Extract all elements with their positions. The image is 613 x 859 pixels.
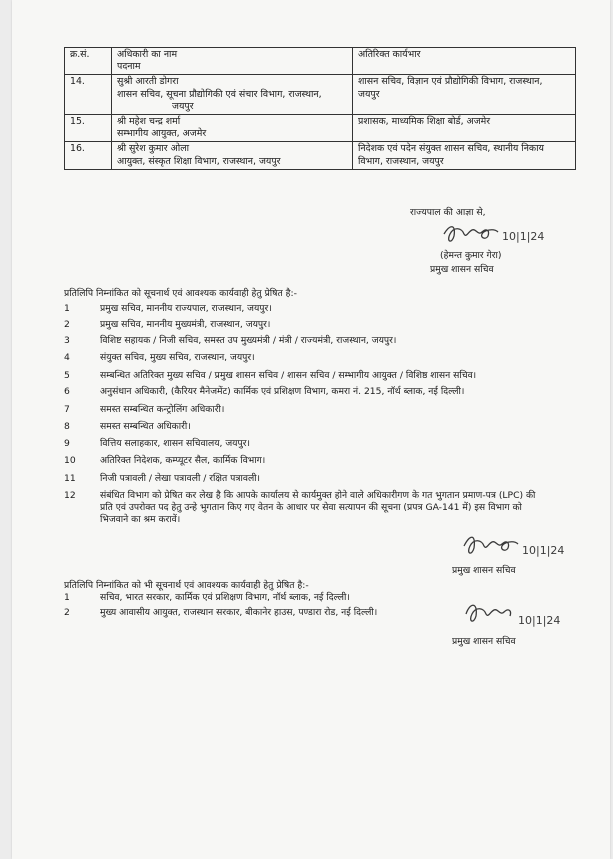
list-item (64, 421, 584, 433)
copy1-designation: प्रमुख शासन सचिव (452, 565, 516, 576)
item-number: 5 (64, 370, 70, 381)
table-header-row (65, 48, 576, 75)
item-number: 2 (64, 607, 70, 618)
order-sign-date: 10|1|24 (502, 230, 545, 243)
header-name (112, 48, 353, 75)
row-name-cell (112, 115, 353, 142)
copy1-signature (460, 530, 570, 560)
item-text: समस्त सम्बन्धित कन्ट्रोलिंग अधिकारी। (100, 404, 225, 415)
item-number: 7 (64, 404, 70, 415)
item-number: 9 (64, 438, 70, 449)
row-charge-cell (353, 115, 576, 142)
item-text: सम्बन्धित अतिरिक्त मुख्य सचिव / प्रमुख शासन सचिव / शासन सचिव / सम्भागीय आयुक्त / विशिष्ठ शासन सचिव। (100, 370, 477, 381)
item-text: मुख्य आवासीय आयुक्त, राजस्थान सरकार, बीकानेर हाउस, पण्डारा रोड, नई दिल्ली। (100, 607, 378, 618)
row-name: सुश्री आरती डोगरा (117, 76, 179, 88)
row-charge-cont: विभाग, राजस्थान, जयपुर (358, 155, 444, 167)
item-number: 1 (64, 592, 70, 603)
item-text: संबंधित विभाग को प्रेषित कर लेख है कि आपके कार्यालय से कार्यमुक्त होने वाले अधिकारीगण के गत भुगतान प्रमाण-पत्र (LPC) की (100, 490, 536, 501)
order-signature (442, 220, 552, 248)
signatory-designation: प्रमुख शासन सचिव (430, 264, 494, 275)
document-page (12, 0, 610, 859)
row-charge: प्रशासक, माध्यमिक शिक्षा बोर्ड, अजमेर (358, 116, 491, 128)
row-charge-cell (353, 142, 576, 169)
item-text: विशिष्ट सहायक / निजी सचिव, समस्त उप मुख्यमंत्री / मंत्री / राज्यमंत्री, राजस्थान, जयपुर। (100, 335, 397, 346)
item-text-block (100, 490, 584, 526)
row-designation: आयुक्त, संस्कृत शिक्षा विभाग, राजस्थान, जयपुर (117, 155, 281, 167)
item-text: निजी पत्रावली / लेखा पत्रावली / रक्षित पत्रावली। (100, 473, 261, 484)
row-designation: शासन सचिव, सूचना प्रौद्योगिकी एवं संचार विभाग, राजस्थान, (117, 88, 322, 100)
list-item (64, 455, 584, 467)
item-text: अनुसंधान अधिकारी, (कैरियर मैनेजमेंट) कार्मिक एवं प्रशिक्षण विभाग, कमरा नं. 215, नॉर्थ ब्लाक, नई दिल्ली। (100, 386, 465, 397)
item-text: अतिरिक्त निदेशक, कम्प्यूटर सैल, कार्मिक विभाग। (100, 455, 266, 466)
copy-intro: प्रतिलिपि निम्नांकित को सूचनार्थ एवं आवश्यक कार्यवाही हेतु प्रेषित है:- (64, 288, 297, 299)
item-text: सचिव, भारत सरकार, कार्मिक एवं प्रशिक्षण विभाग, नॉर्थ ब्लाक, नई दिल्ली। (100, 592, 350, 603)
item-text: संयुक्त सचिव, मुख्य सचिव, राजस्थान, जयपुर। (100, 352, 255, 363)
header-name-line2: पदनाम (117, 61, 141, 73)
header-charge: अतिरिक्त कार्यभार (353, 48, 576, 75)
list-item (64, 386, 584, 398)
list-item (64, 490, 584, 526)
item-number: 2 (64, 319, 70, 330)
table-row (65, 75, 576, 115)
row-charge: शासन सचिव, विज्ञान एवं प्रौद्योगिकी विभाग, राजस्थान, (358, 76, 543, 88)
row-name-cell (112, 142, 353, 169)
item-text-cont: भिजवाने का श्रम करावें। (100, 514, 181, 525)
row-charge: निदेशक एवं पदेन संयुक्त शासन सचिव, स्थानीय निकाय (358, 143, 544, 155)
item-number: 8 (64, 421, 70, 432)
list-item (64, 335, 584, 347)
row-sn: 16. (65, 142, 112, 169)
row-designation: सम्भागीय आयुक्त, अजमेर (117, 128, 207, 140)
table-row (65, 142, 576, 169)
list-item (64, 303, 584, 315)
item-number: 11 (64, 473, 76, 484)
row-charge-cont: जयपुर (358, 88, 380, 100)
item-text: वित्तिय सलाहकार, शासन सचिवालय, जयपुर। (100, 438, 250, 449)
copy1-sign-date: 10|1|24 (522, 544, 565, 557)
item-number: 1 (64, 303, 70, 314)
row-name-cell (112, 75, 353, 115)
item-text: समस्त सम्बन्धित अधिकारी। (100, 421, 191, 432)
list-item (64, 473, 584, 485)
copy2-sign-date: 10|1|24 (518, 614, 561, 627)
row-name: श्री महेश चन्द्र शर्मा (117, 116, 181, 128)
row-designation-cont: जयपुर (172, 100, 194, 112)
list-item (64, 370, 584, 382)
header-name-line1: अधिकारी का नाम (117, 49, 178, 60)
list-item (64, 438, 584, 450)
header-sn: क्र.सं. (65, 48, 112, 75)
copy2-intro: प्रतिलिपि निम्नांकित को भी सूचनार्थ एवं आवश्यक कार्यवाही हेतु प्रेषित है:- (64, 580, 309, 591)
item-number: 4 (64, 352, 70, 363)
copy2-signature (460, 596, 570, 630)
row-name: श्री सुरेश कुमार ओला (117, 143, 189, 155)
item-text: प्रमुख सचिव, माननीय मुख्यमंत्री, राजस्थान, जयपुर। (100, 319, 271, 330)
item-number: 3 (64, 335, 70, 346)
table-row (65, 115, 576, 142)
row-charge-cell (353, 75, 576, 115)
item-number: 10 (64, 455, 76, 466)
list-item (64, 404, 584, 416)
officers-table (64, 47, 576, 170)
copy2-designation: प्रमुख शासन सचिव (452, 636, 516, 647)
item-text-cont: प्रति एवं उपरोक्त पद हेतु उन्हे भुगतान किए गए वेतन के आधार पर सेवा सत्यापन की सूचना (प्रपत्र GA-141 में) इस विभाग को (100, 502, 522, 513)
signatory-name: (हेमन्त कुमार गेरा) (440, 250, 502, 261)
list-item (64, 319, 584, 331)
item-number: 12 (64, 490, 76, 501)
list-item (64, 352, 584, 364)
row-sn: 14. (65, 75, 112, 115)
by-order-text: राज्यपाल की आज्ञा से, (410, 207, 486, 218)
row-sn: 15. (65, 115, 112, 142)
item-text: प्रमुख सचिव, माननीय राज्यपाल, राजस्थान, जयपुर। (100, 303, 272, 314)
item-number: 6 (64, 386, 70, 397)
